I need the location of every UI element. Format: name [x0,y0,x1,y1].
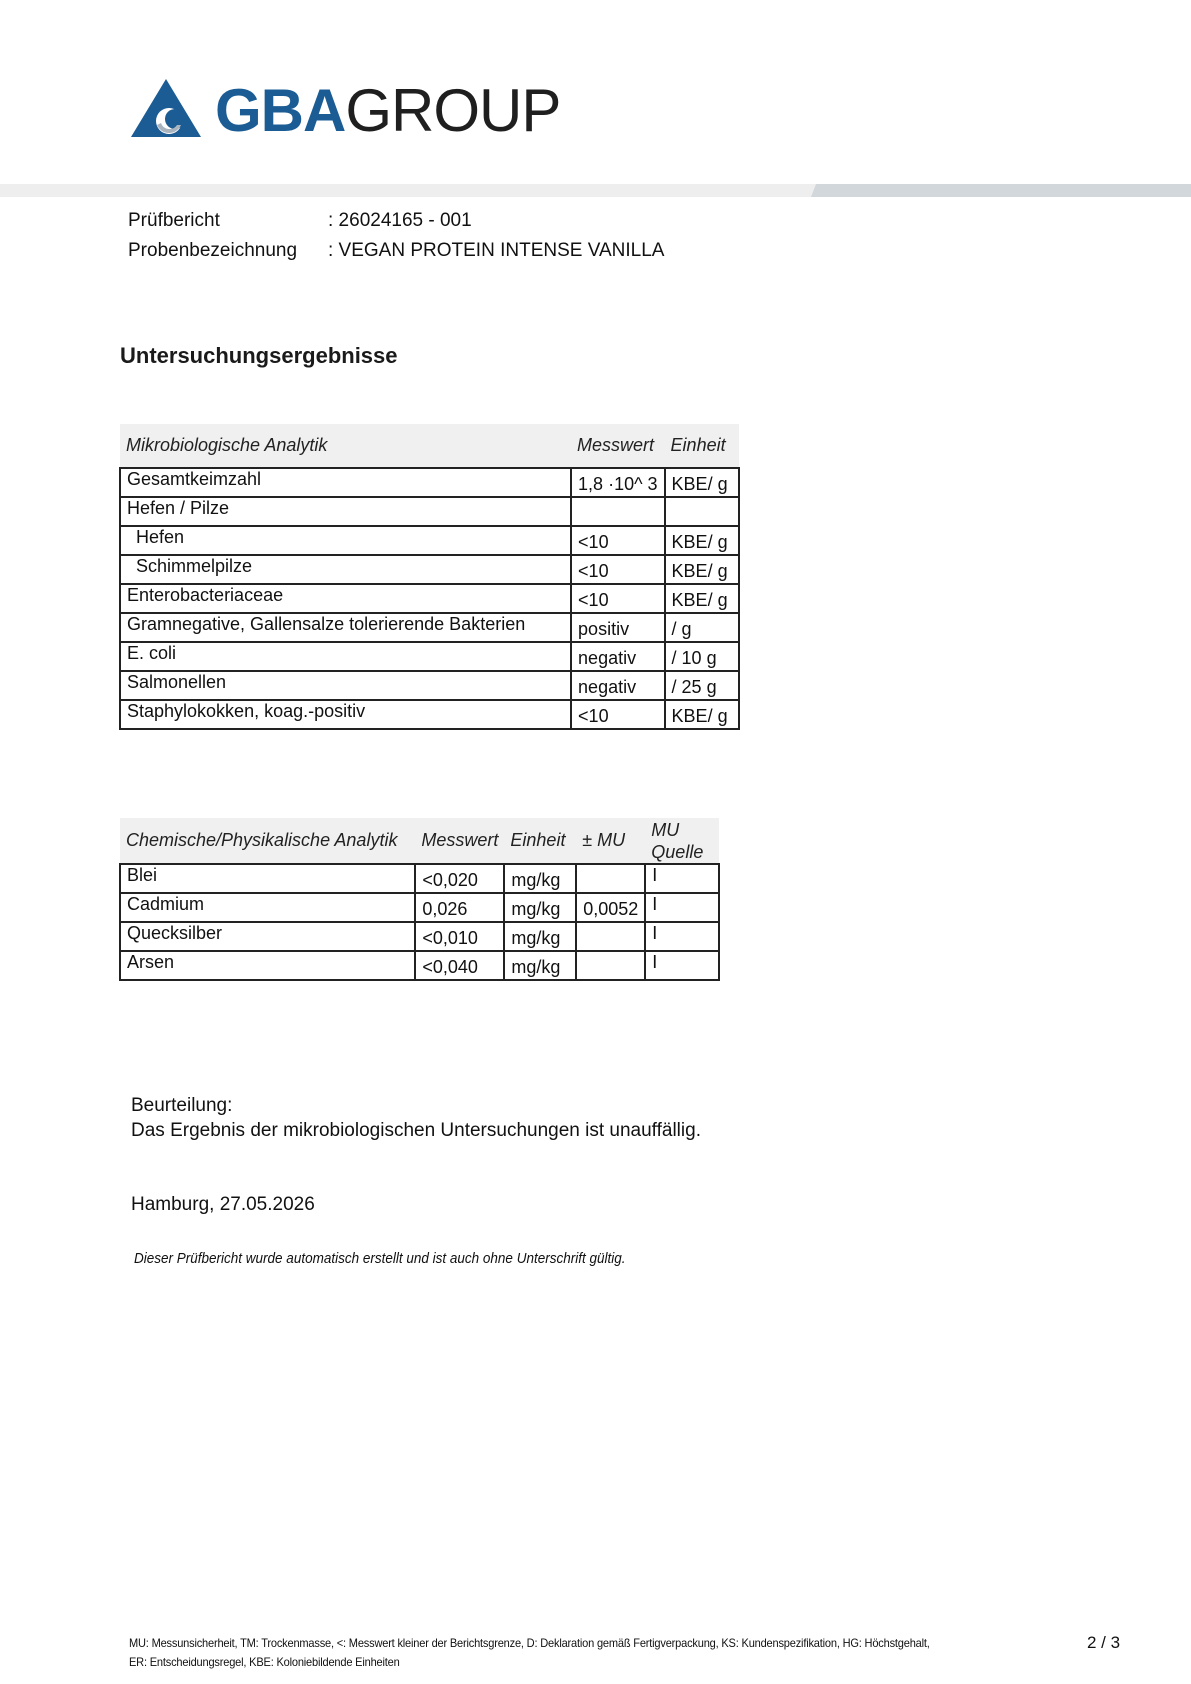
analyte-name: Gesamtkeimzahl [120,468,571,497]
unit: / 25 g [665,671,739,700]
table-row [120,642,739,671]
assessment-text: Das Ergebnis der mikrobiologischen Untersuchungen ist unauffällig. [131,1120,701,1141]
analyte-name: Gramnegative, Gallensalze tolerierende Bakterien [120,613,571,642]
measured-value [571,497,665,526]
logo-wordmark [215,76,560,146]
table-row [120,526,739,555]
unit: KBE/ g [665,700,739,729]
chemistry-table [119,818,720,981]
column-header: Messwert [571,424,665,468]
measured-value: <10 [571,526,665,555]
measurement-uncertainty: 0,0052 [576,893,645,922]
column-header: Einheit [504,818,576,864]
mu-source: I [645,893,719,922]
analyte-name: Quecksilber [120,922,415,951]
table-row [120,584,739,613]
analyte-name: Enterobacteriaceae [120,584,571,613]
sample-name-value: : VEGAN PROTEIN INTENSE VANILLA [328,240,665,261]
unit: mg/kg [504,922,576,951]
column-header: Mikrobiologische Analytik [120,424,571,468]
unit: KBE/ g [665,468,739,497]
column-header: MU Quelle [645,818,719,864]
unit: KBE/ g [665,555,739,584]
footer-legend-line: MU: Messunsicherheit, TM: Trockenmasse, <: Messwert kleiner der Berichtsgrenze, D: Deklaration gemäß Fertigverpackung, KS: Kundenspezifikation, HG: Höchstgehalt, [129,1636,930,1650]
analyte-name: Arsen [120,951,415,980]
measured-value: negativ [571,671,665,700]
page-number: 2 / 3 [1087,1633,1121,1652]
analyte-name: Cadmium [120,893,415,922]
column-header: Messwert [415,818,504,864]
measured-value: <0,040 [415,951,504,980]
mu-source: I [645,951,719,980]
mu-source: I [645,864,719,893]
table-row [120,671,739,700]
analyte-name: Staphylokokken, koag.-positiv [120,700,571,729]
analyte-name: Hefen [120,526,571,555]
table-row [120,468,739,497]
measured-value: negativ [571,642,665,671]
unit [665,497,739,526]
measurement-uncertainty [576,864,645,893]
measurement-uncertainty [576,951,645,980]
measured-value: <0,010 [415,922,504,951]
unit: / g [665,613,739,642]
measured-value: <0,020 [415,864,504,893]
gba-triangle-logo-icon [131,77,203,139]
measured-value: 1,8 ·10^ 3 [571,468,665,497]
analyte-name: Blei [120,864,415,893]
analyte-name: E. coli [120,642,571,671]
analyte-name: Hefen / Pilze [120,497,571,526]
logo-text-regular: GROUP [345,77,561,144]
sample-name-label: Probenbezeichnung [128,240,298,261]
place-date: Hamburg, 27.05.2026 [131,1194,315,1215]
table-header-row [120,818,719,864]
unit: mg/kg [504,864,576,893]
column-header: Einheit [665,424,739,468]
column-header: Chemische/Physikalische Analytik [120,818,415,864]
unit: mg/kg [504,951,576,980]
table-row [120,497,739,526]
report-number-label: Prüfbericht [128,210,220,231]
analyte-name: Salmonellen [120,671,571,700]
measured-value: positiv [571,613,665,642]
table-row [120,700,739,729]
analyte-name: Schimmelpilze [120,555,571,584]
table-row [120,864,719,893]
table-row [120,555,739,584]
mu-source: I [645,922,719,951]
table-row [120,613,739,642]
microbiology-table [119,424,740,730]
measured-value: <10 [571,555,665,584]
section-title: Untersuchungsergebnisse [120,343,398,368]
column-header: ± MU [576,818,645,864]
measured-value: 0,026 [415,893,504,922]
measured-value: <10 [571,700,665,729]
disclaimer-note: Dieser Prüfbericht wurde automatisch erstellt und ist auch ohne Unterschrift gültig. [134,1250,626,1267]
table-row [120,951,719,980]
measurement-uncertainty [576,922,645,951]
unit: / 10 g [665,642,739,671]
unit: KBE/ g [665,526,739,555]
measured-value: <10 [571,584,665,613]
table-row [120,893,719,922]
unit: KBE/ g [665,584,739,613]
logo-text-bold: GBA [215,77,346,144]
assessment-label: Beurteilung: [131,1095,233,1116]
unit: mg/kg [504,893,576,922]
company-logo [131,76,561,146]
table-header-row [120,424,739,468]
table-row [120,922,719,951]
footer-legend-line: ER: Entscheidungsregel, KBE: Koloniebildende Einheiten [129,1655,400,1669]
report-number-value: : 26024165 - 001 [328,210,472,231]
header-band [0,184,1191,197]
